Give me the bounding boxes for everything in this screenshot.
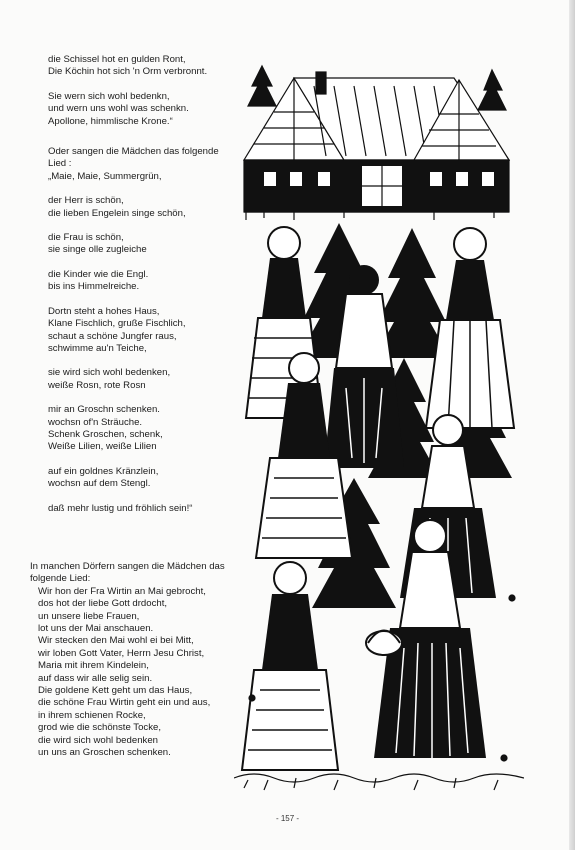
stanza [48,367,238,392]
poem-line: wochsn auf dem Stengl. [48,478,151,490]
poem-line: weiße Rosn, rote Rosn [48,379,146,391]
song-line: grod wie die schönste Tocke, [38,722,162,734]
poem-line: sie wird sich wohl bedenken, [48,367,171,379]
song-line: dos hot der liebe Gott drdocht, [38,598,168,610]
intro-line: folgende Lied: [30,573,91,585]
poem-line: wochsn of'n Sträuche. [48,416,143,428]
song-line: wir loben Gott Vater, Herrn Jesu Christ, [38,647,205,659]
poem-column [48,54,238,515]
poem-line: mir an Groschn schenken. [48,404,160,416]
song-lines [30,586,240,760]
song-line: Maria mit ihrem Kindelein, [38,660,149,672]
song-line: die wird sich wohl bedenken [38,734,158,746]
stanza [48,146,238,183]
poem-line: Oder sangen die Mädchen das folgende [48,146,219,158]
song-line: lot uns der Mai anschauen. [38,623,154,635]
intro-line: In manchen Dörfern sangen die Mädchen das [30,561,225,572]
poem-line: Dortn steht a hohes Haus, [48,305,160,317]
poem-line: Die Köchin hot sich 'n Orm verbronnt. [48,66,208,78]
poem-line: schwimme au'n Teiche, [48,342,147,354]
second-song [30,561,240,760]
page-number: - 157 - [275,814,300,823]
song-line: un uns an Groschen schenken. [38,747,171,759]
poem-line: die Frau is schön, [48,232,124,244]
poem-line: Weiße Lilien, weiße Lilien [48,441,157,453]
poem-line: Klane Fischlich, gruße Fischlich, [48,318,186,330]
stanza [48,91,238,128]
house-illustration [244,66,509,220]
stanza [48,466,238,491]
stanza [48,503,238,515]
stanza [48,54,238,79]
stanza [48,269,238,294]
song-line: die schöne Frau Wirtin geht ein und aus, [38,697,211,709]
poem-line: Apollone, himmlische Krone.“ [48,115,173,127]
poem-line: bis ins Himmelreiche. [48,281,140,293]
poem-line: sie singe olle zugleiche [48,244,147,256]
song-line: Die goldene Kett geht um das Haus, [38,685,193,697]
poem-line: Sie wern sich wohl bedenkn, [48,90,170,102]
poem-line: schaut a schöne Jungfer raus, [48,330,177,342]
girls-figures [242,227,514,770]
poem-line: der Herr is schön, [48,195,124,207]
song-line: Wir stecken den Mai wohl ei bei Mitt, [38,635,194,647]
stanza [48,232,238,257]
poem-line: auf ein goldnes Kränzlein, [48,465,159,477]
page-edge-shadow [569,0,575,850]
poem-line: die Kinder wie die Engl. [48,268,149,280]
poem-line: „Maie, Maie, Summergrün, [48,170,162,182]
song-line: auf dass wir alle selig sein. [38,672,153,684]
poem-line: daß mehr lustig und fröhlich sein!“ [48,502,193,514]
stanza [48,404,238,454]
poem-line: Lied : [48,158,72,170]
song-line: in ihrem schienen Rocke, [38,709,146,721]
song-line: Wir hon der Fra Wirtin an Mai gebrocht, [38,585,206,597]
stanza [48,195,238,220]
poem-line: die lieben Engelein singe schön, [48,207,186,219]
poem-line: Schenk Groschen, schenk, [48,428,163,440]
song-line: un unsere liebe Frauen, [38,610,140,622]
woodcut-illustration [234,58,524,800]
poem-line: die Schissel hot en gulden Ront, [48,54,186,65]
stanza [48,306,238,356]
poem-line: und wern uns wohl was schenkn. [48,103,189,115]
